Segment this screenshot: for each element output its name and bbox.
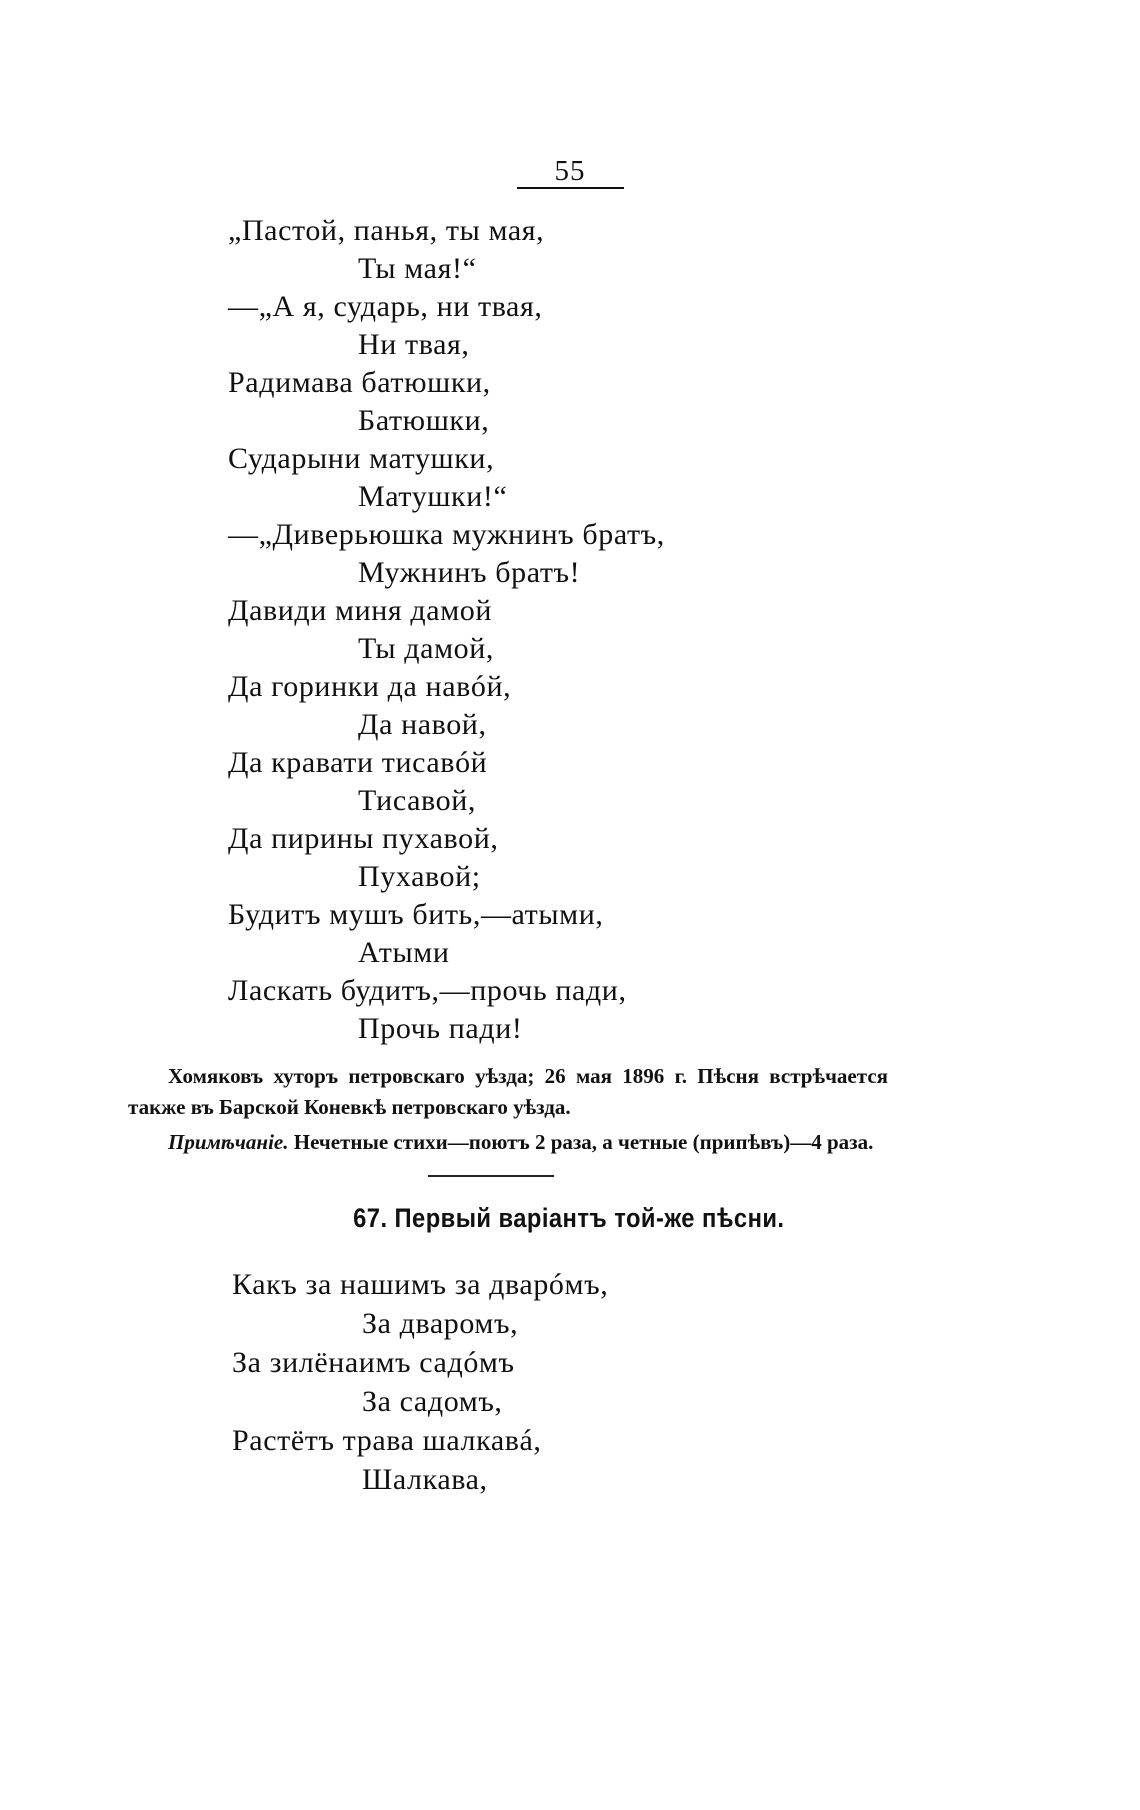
- refrain-line: Ты дамой,: [358, 632, 495, 665]
- verse-line: Ласкать будитъ,—прочь пади,: [228, 974, 627, 1007]
- verse-line: Растётъ трава шалкавá,: [232, 1424, 542, 1457]
- refrain-line: Пухавой;: [358, 860, 481, 893]
- remark-label: Примѣчаніе.: [168, 1130, 289, 1154]
- refrain-line: За дваромъ,: [362, 1307, 519, 1340]
- refrain-line: Матушки!“: [358, 480, 508, 513]
- verse-line: За зилёнаимъ садóмъ: [232, 1346, 515, 1379]
- page-number: [0, 155, 1140, 189]
- refrain-line: Батюшки,: [358, 404, 490, 437]
- song-stanza-variant: [232, 1265, 608, 1499]
- refrain-line: Да навой,: [358, 708, 487, 741]
- refrain-line: Прочь пади!: [358, 1012, 523, 1045]
- verse-line: Давиди миня дамой: [228, 594, 493, 627]
- page-number-text: 55: [517, 156, 624, 189]
- refrain-line: Ни твая,: [358, 328, 470, 361]
- verse-line: Сударыни матушки,: [228, 442, 495, 475]
- section-divider: [428, 1175, 554, 1177]
- verse-line: Да пирины пухавой,: [228, 822, 499, 855]
- refrain-line: Атыми: [358, 936, 450, 969]
- refrain-line: Ты мая!“: [358, 252, 477, 285]
- section-heading: 67. Первый варіантъ той-же пѣсни.: [353, 1203, 785, 1233]
- song-stanza-main: [228, 212, 665, 1048]
- verse-line: Какъ за нашимъ за дварóмъ,: [232, 1268, 609, 1301]
- refrain-line: За садомъ,: [362, 1385, 503, 1418]
- verse-line: —„А я, сударь, ни твая,: [228, 290, 543, 323]
- refrain-line: Шалкава,: [362, 1463, 488, 1496]
- remark-text: Нечетные стихи—поютъ 2 раза, а четные (припѣвъ)—4 раза.: [288, 1130, 874, 1154]
- verse-line: Радимава батюшки,: [228, 366, 491, 399]
- refrain-line: Мужнинъ братъ!: [358, 556, 581, 589]
- verse-line: Будитъ мушъ бить,—атыми,: [228, 898, 604, 931]
- refrain-line: Тисавой,: [358, 784, 476, 817]
- source-note: Хомяковъ хуторъ петровскаго уѣзда; 26 мая 1896 г. Пѣсня встрѣчается также въ Барской Коневкѣ петровскаго уѣзда.: [128, 1064, 888, 1119]
- remark-note: [128, 1127, 888, 1158]
- verse-line: —„Диверьюшка мужнинъ братъ,: [228, 518, 665, 551]
- verse-line: „Пастой, панья, ты мая,: [228, 214, 545, 247]
- verse-line: Да горинки да навóй,: [228, 670, 512, 703]
- verse-line: Да кравати тисавóй: [228, 746, 488, 779]
